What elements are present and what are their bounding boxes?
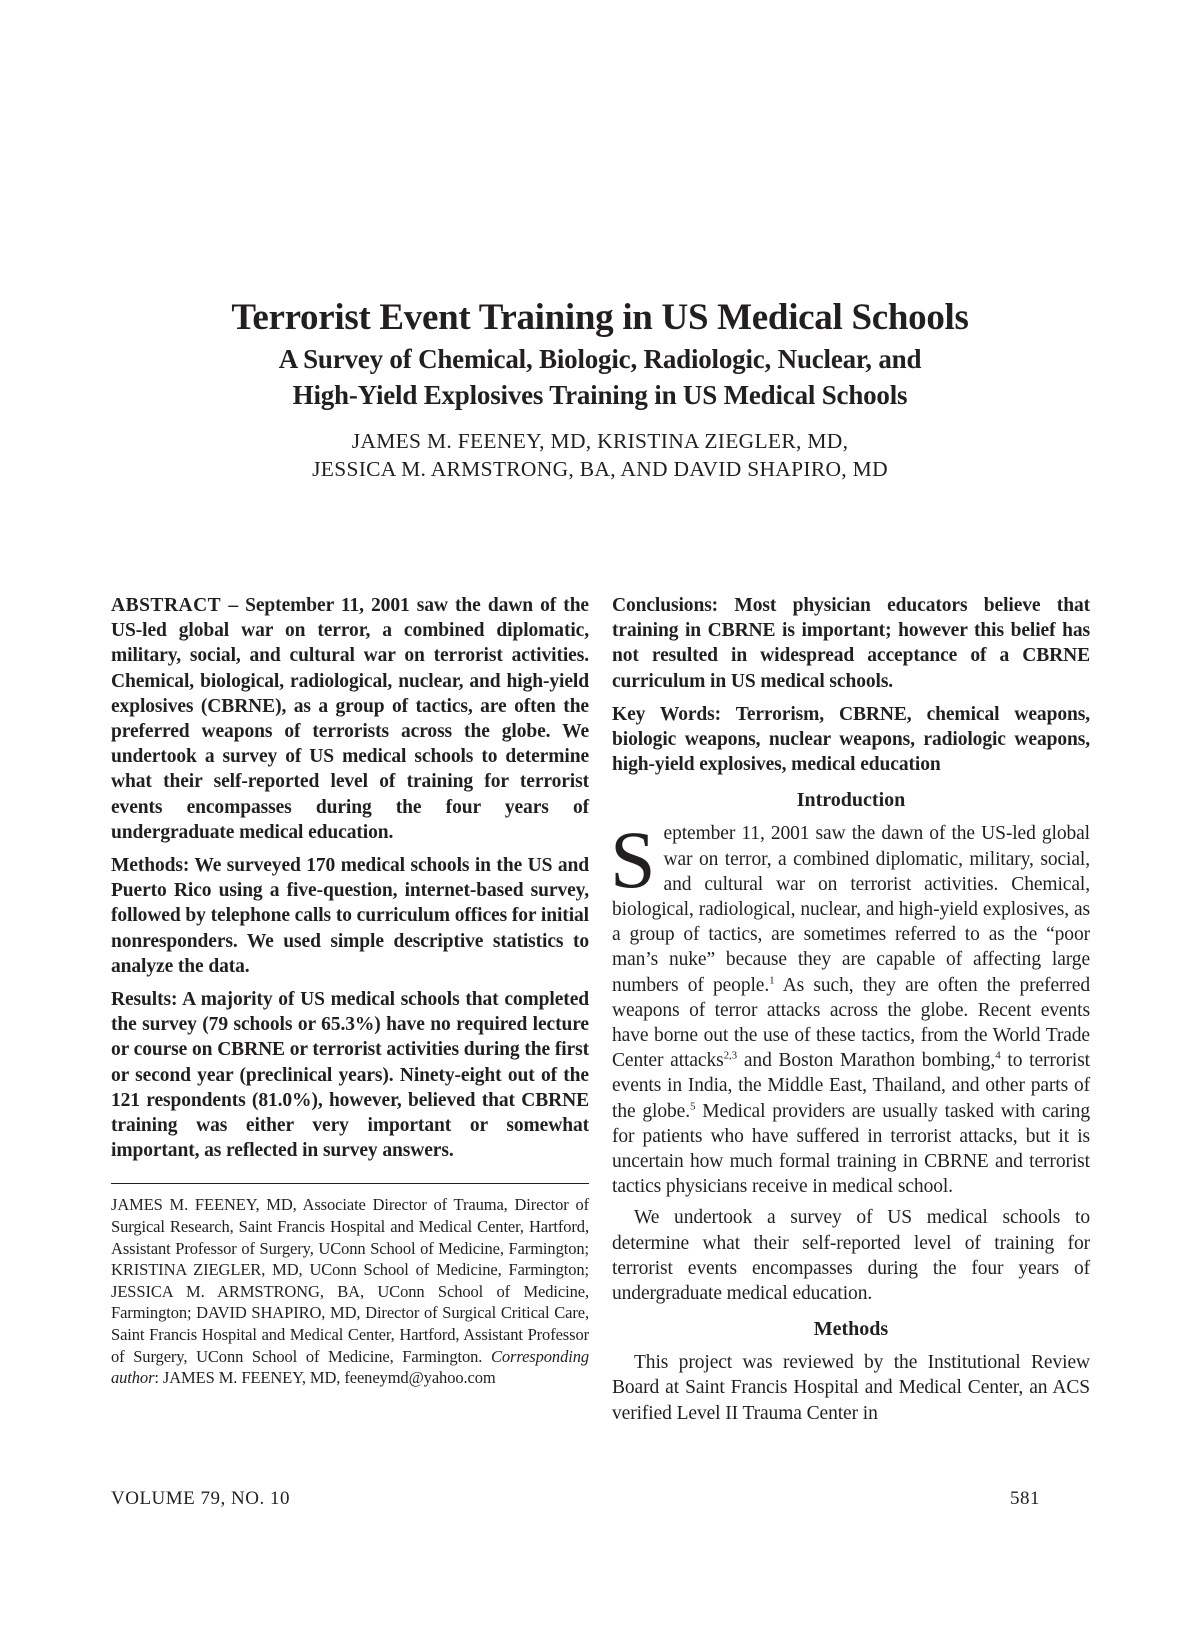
affiliation-divider [111, 1183, 589, 1184]
abstract-results: Results: A majority of US medical schools that completed the survey (79 schools or 65.3%) have no required lecture or course on CBRNE or terrorist activities during the first or second year (preclinical years). Ninety-eight out of the 121 respondents (81.0%), however, believed that CBRNE training was either very important or somewhat important, as reflected in survey answers. [111, 989, 589, 1162]
introduction-heading: Introduction [796, 789, 906, 812]
title-block [110, 295, 1090, 483]
author-list [110, 427, 1090, 483]
left-column [111, 593, 589, 1389]
intro-text-b: As such, they are often the preferred weapons of terror attacks across the globe. Recent events have borne out the use of these tactics, from the World Trade Center attacks [612, 974, 1090, 1072]
intro-text-e: Medical providers are usually tasked with caring for patients who have suffered in terrorist attacks, but it is uncertain how much formal training in CBRNE and terrorist tactics physicians receive in medical school. [612, 1100, 1090, 1198]
abstract-label: ABSTRACT [111, 595, 222, 616]
abstract-conclusions: Conclusions: Most physician educators believe that training in CBRNE is important; however this belief has not resulted in widespread acceptance of a CBRNE curriculum in US medical schools. [612, 595, 1090, 692]
drop-cap: S [610, 814, 656, 906]
subtitle-line-2: High-Yield Explosives Training in US Medical Schools [292, 380, 908, 410]
reference-5: 5 [689, 1100, 696, 1113]
abstract-intro [111, 593, 589, 845]
authors-line-2: JESSICA M. ARMSTRONG, BA, AND DAVID SHAPIRO, MD [312, 457, 888, 481]
corresponding-label: Corresponding author [111, 1346, 589, 1388]
article-title: Terrorist Event Training in US Medical Schools [231, 297, 969, 338]
intro-text-a: eptember 11, 2001 saw the dawn of the US-led global war on terror, a combined diplomatic, military, social, and cultural war on terrorist activities. Chemical, biological, radiological, nuclear, and high-yield explosives, as a group of tactics, are sometimes referred to as the “poor man’s nuke” because they are capable of affecting large numbers of people. [612, 823, 1090, 996]
methods-heading: Methods [813, 1318, 889, 1341]
affiliation-text: JAMES M. FEENEY, MD, Associate Director of Trauma, Director of Surgical Research, Saint Francis Hospital and Medical Center, Hartford, Assistant Professor of Surgery, UConn School of Medicine, Farmington; KRISTINA ZIEGLER, MD, UConn School of Medicine, Farmington; JESSICA M. ARMSTRONG, BA, UConn School of Medicine, Farmington; DAVID SHAPIRO, MD, Director of Surgical Critical Care, Saint Francis Hospital and Medical Center, Hartford, Assistant Professor of Surgery, UConn School of Medicine, Farmington. [111, 1195, 589, 1366]
corresponding-author: : JAMES M. FEENEY, MD, feeneymd@yahoo.com [154, 1368, 496, 1388]
authors-line-1: JAMES M. FEENEY, MD, KRISTINA ZIEGLER, MD, [351, 429, 849, 453]
introduction-paragraph-1 [610, 814, 1090, 1199]
article-subtitle [110, 341, 1090, 413]
volume-info: VOLUME 79, NO. 10 [111, 1488, 290, 1509]
subtitle-line-1: A Survey of Chemical, Biologic, Radiologic, Nuclear, and [278, 344, 922, 374]
author-affiliations [111, 1194, 589, 1388]
introduction-paragraph-2: We undertook a survey of US medical schools to determine what their self-reported level of training for terrorist events encompasses during the four years of undergraduate medical education. [612, 1207, 1090, 1305]
key-words: Key Words: Terrorism, CBRNE, chemical weapons, biologic weapons, nuclear weapons, radiologic weapons, high-yield explosives, medical education [612, 703, 1090, 776]
abstract-intro-text: – September 11, 2001 saw the dawn of the US-led global war on terror, a combined diplomatic, military, social, and cultural war on terrorist activities. Chemical, biological, radiological, nuclear, and high-yield explosives (CBRNE), as a group of tactics, are often the preferred weapons of terrorists across the globe. We undertook a survey of US medical schools to determine what their self-reported level of training for terrorist events encompasses during the four years of undergraduate medical education. [111, 595, 589, 843]
intro-text-d: to terrorist events in India, the Middle East, Thailand, and other parts of the globe. [612, 1050, 1090, 1122]
intro-text-c: and Boston Marathon bombing, [737, 1050, 996, 1072]
reference-2-3: 2,3 [723, 1049, 738, 1062]
right-column [612, 593, 1090, 1426]
page-number: 581 [1010, 1488, 1040, 1509]
abstract-methods: Methods: We surveyed 170 medical schools in the US and Puerto Rico using a five-question, internet-based survey, followed by telephone calls to curriculum offices for initial nonresponders. We used simple descriptive statistics to analyze the data. [111, 855, 589, 977]
reference-4: 4 [995, 1049, 1001, 1062]
reference-1: 1 [769, 974, 775, 987]
methods-paragraph-1: This project was reviewed by the Institutional Review Board at Saint Francis Hospital and Medical Center, an ACS verified Level II Trauma Center in [612, 1352, 1090, 1424]
